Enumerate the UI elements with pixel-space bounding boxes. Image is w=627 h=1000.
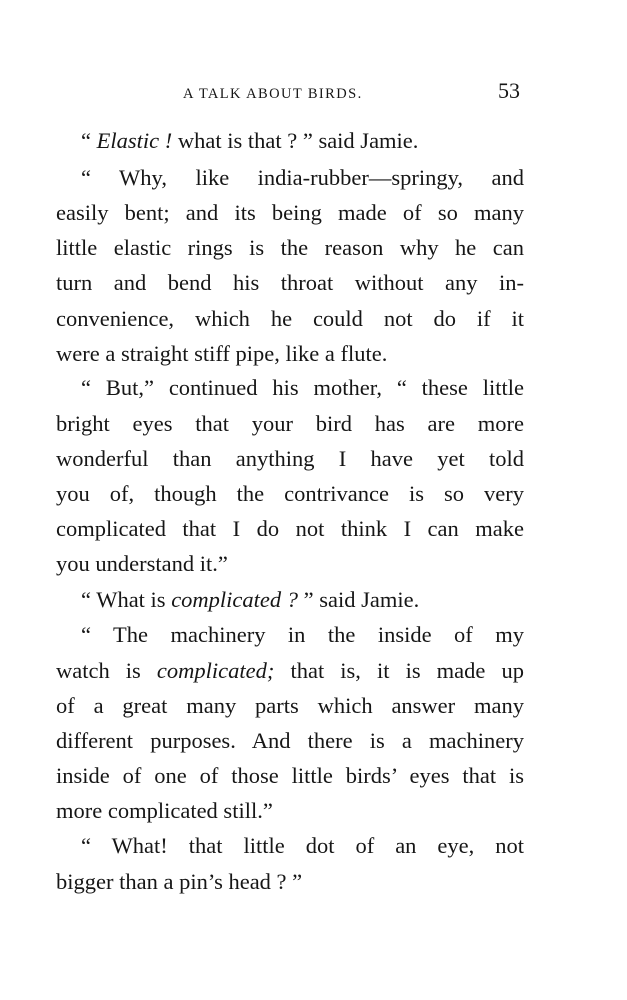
text-line-14 <box>81 585 524 615</box>
text-line-16-start: watch is <box>56 658 157 683</box>
text-line-6: convenience, which he could not do if it <box>56 306 524 331</box>
text-line-19: inside of one of those little birds’ eyes that is <box>56 763 524 788</box>
italic-complicated-2: complicated; <box>156 658 275 683</box>
text-line-11: you of, though the contrivance is so very <box>56 481 524 506</box>
open-quote: “ <box>81 128 91 153</box>
text-line-16 <box>56 656 524 686</box>
page-number: 53 <box>498 78 520 103</box>
italic-complicated: complicated ? <box>171 587 299 612</box>
text-line-12: complicated that I do not think I can make <box>56 516 524 541</box>
text-line-1 <box>81 126 524 156</box>
running-title: A TALK ABOUT BIRDS. <box>183 86 363 102</box>
text-line-5: turn and bend his throat without any in- <box>56 270 524 295</box>
text-line-22: bigger than a pin’s head ? ” <box>56 869 303 894</box>
text-line-2: “ Why, like india-rubber—springy, and <box>81 165 524 190</box>
text-line-14-start: “ What is <box>81 587 172 612</box>
text-line-3: easily bent; and its being made of so many <box>56 200 524 225</box>
text-line-13: you understand it.” <box>56 551 228 576</box>
text-line-15: “ The machinery in the inside of my <box>81 622 524 647</box>
text-line-18: different purposes. And there is a machinery <box>56 728 524 753</box>
text-line-21: “ What! that little dot of an eye, not <box>81 833 524 858</box>
text-line-16-rest: that is, it is made up <box>274 658 524 683</box>
text-line-1-rest: what is that ? ” said Jamie. <box>172 128 419 153</box>
text-line-4: little elastic rings is the reason why he can <box>56 235 524 260</box>
italic-elastic: Elastic ! <box>96 128 173 153</box>
text-line-7: were a straight stiff pipe, like a flute. <box>56 341 388 366</box>
text-line-8: “ But,” continued his mother, “ these little <box>81 375 524 400</box>
text-line-14-rest: ” said Jamie. <box>298 587 420 612</box>
text-line-20: more complicated still.” <box>56 798 273 823</box>
text-line-17: of a great many parts which answer many <box>56 693 524 718</box>
text-line-9: bright eyes that your bird has are more <box>56 411 524 436</box>
text-line-10: wonderful than anything I have yet told <box>56 446 524 471</box>
